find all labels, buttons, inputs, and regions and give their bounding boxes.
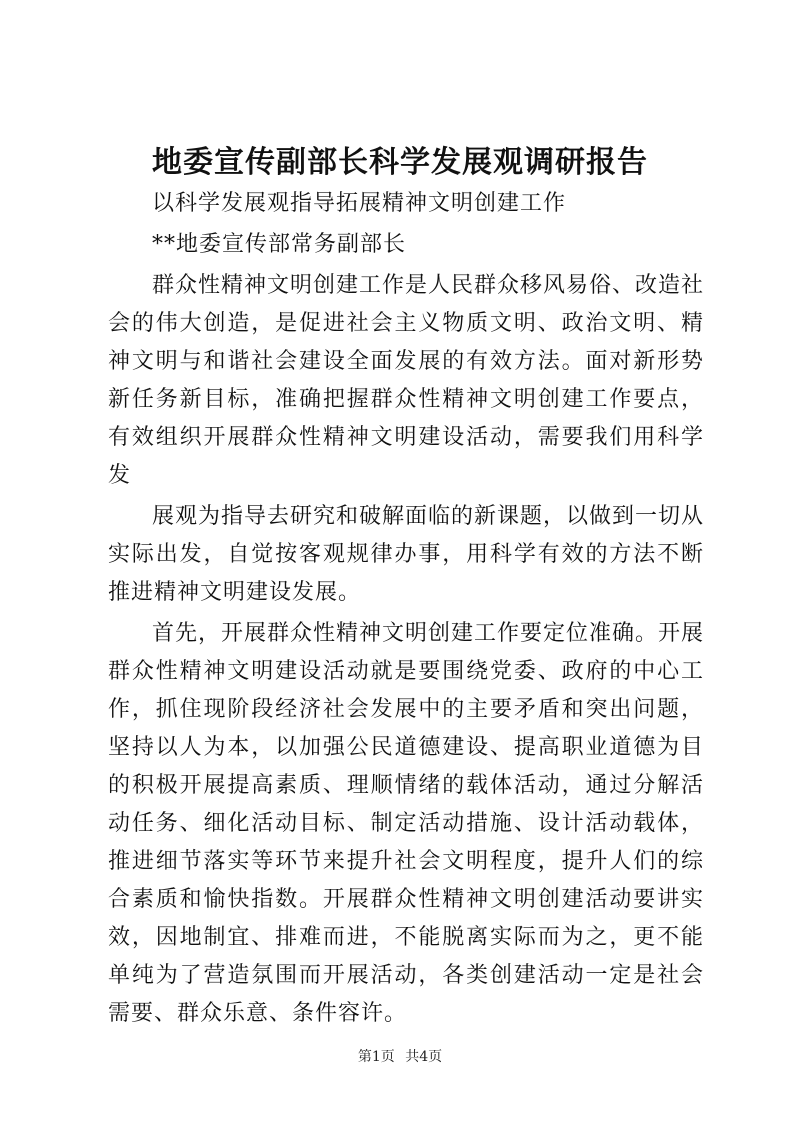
document-title: 地委宣传副部长科学发展观调研报告	[152, 145, 648, 180]
author-paragraph: **地委宣传部常务副部长	[152, 232, 407, 257]
page-footer	[0, 1047, 800, 1067]
page-number-current: 第1页	[357, 1049, 395, 1065]
body-paragraph-3: 首先，开展群众性精神文明创建工作要定位准确。开展群众性精神文明建设活动就是要围绕党委、政府的中心工作，抓住现阶段经济社会发展中的主要矛盾和突出问题，坚持以人为本，以加强公民道德建设、提高职业道德为目的积极开展提高素质、理顺情绪的载体活动，通过分解活动任务、细化活动目标、制定活动措施、设计活动载体，推进细节落实等环节来提升社会文明程度，提升人们的综合素质和愉快指数。开展群众性精神文明创建活动要讲实效，因地制宜、排难而进，不能脱离实际而为之，更不能单纯为了营造氛围而开展活动，各类创建活动一定是社会需要、群众乐意、条件容许。	[108, 621, 705, 1026]
subtitle-paragraph: 以科学发展观指导拓展精神文明创建工作	[152, 191, 567, 216]
body-paragraph-2: 展观为指导去研究和破解面临的新课题，以做到一切从实际出发，自觉按客观规律办事，用科学有效的方法不断推进精神文明建设发展。	[108, 504, 705, 605]
body-paragraph-1: 群众性精神文明创建工作是人民群众移风易俗、改造社会的伟大创造，是促进社会主义物质文明、政治文明、精神文明与和谐社会建设全面发展的有效方法。面对新形势新任务新目标，准确把握群众性精神文明创建工作要点，有效组织开展群众性精神文明建设活动，需要我们用科学发	[108, 273, 705, 488]
document-body	[108, 185, 704, 1033]
page-number-total: 共4页	[405, 1049, 443, 1065]
